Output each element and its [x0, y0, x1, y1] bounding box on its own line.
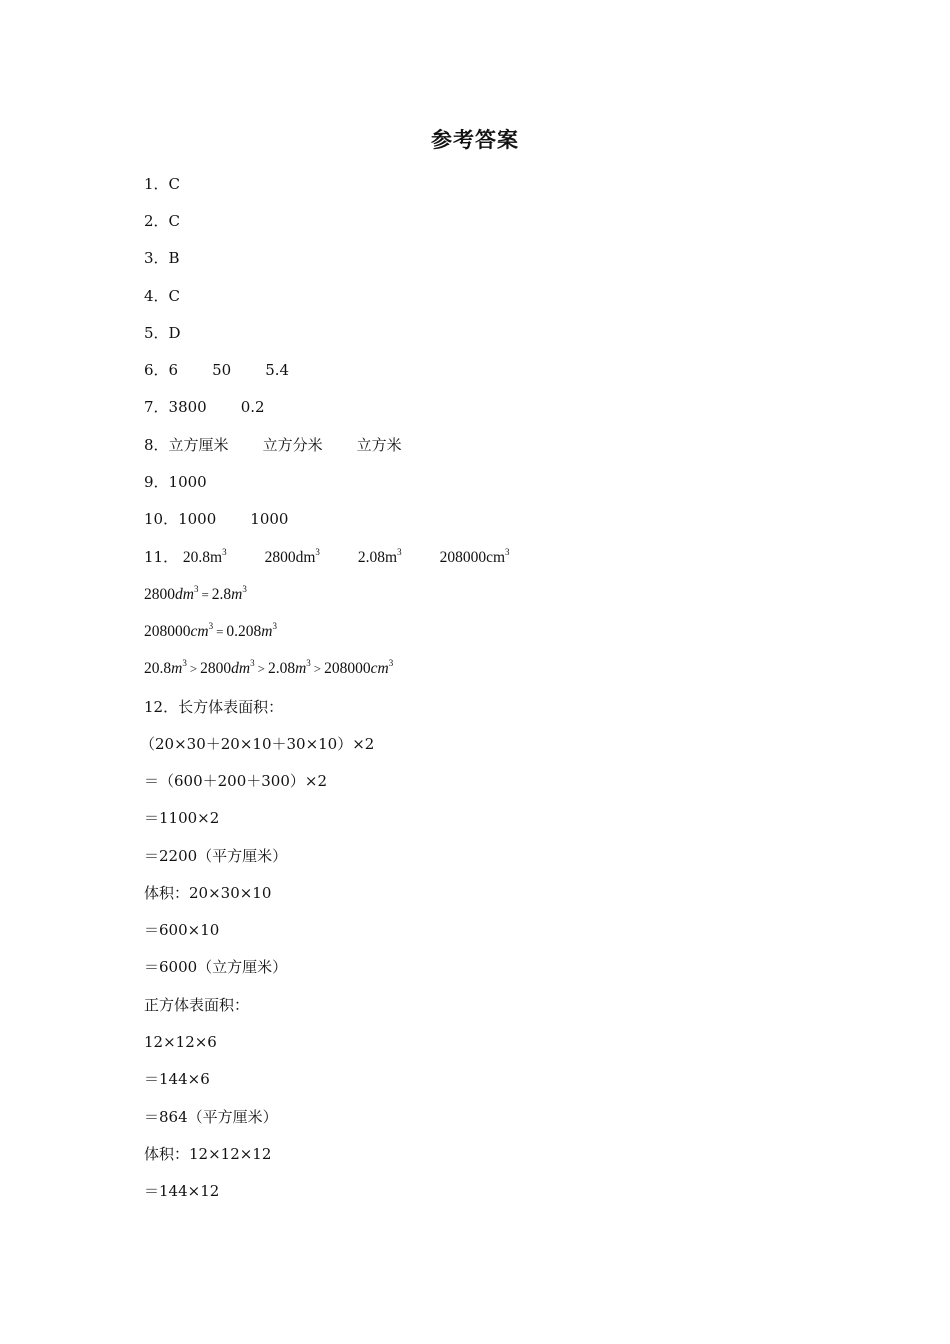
answer-12-line: ＝144×12	[144, 1182, 220, 1200]
answer-8-number: 8．	[144, 436, 169, 454]
answer-4: 4．C	[144, 287, 181, 305]
answer-2: 2．C	[144, 212, 181, 230]
answer-8-value-1: 立方厘米	[168, 436, 229, 454]
answer-11-value-3: $2.08m^3$	[357, 547, 402, 566]
answer-9: 9．1000	[144, 473, 207, 491]
answer-12-line: 体积：20×30×10	[144, 884, 272, 902]
answer-10-value-1: 1000	[178, 510, 217, 528]
answer-7-number: 7．	[144, 398, 169, 416]
answer-6-number: 6．	[144, 361, 169, 379]
answer-10-number: 10．	[144, 510, 179, 528]
answer-12-line: （20×30＋20×10＋30×10）×2	[140, 735, 375, 753]
answer-7	[144, 397, 265, 417]
answer-12-line: ＝2200（平方厘米）	[144, 847, 288, 865]
answer-8-value-2: 立方分米	[262, 436, 323, 454]
answer-12-line: ＝864（平方厘米）	[144, 1108, 278, 1126]
answer-11-value-1: $20.8m^3$	[182, 547, 227, 566]
answer-12-line: 正方体表面积：	[144, 996, 250, 1014]
answer-12-line: ＝6000（立方厘米）	[144, 958, 288, 976]
answer-12-line: ＝1100×2	[144, 809, 220, 827]
answer-12-line: ＝600×10	[144, 921, 220, 939]
answer-7-value-2: 0.2	[240, 398, 265, 416]
page-title: 参考答案	[431, 128, 519, 152]
answer-12-line: 12×12×6	[144, 1033, 217, 1051]
answer-11-value-2: $2800dm^3$	[264, 547, 320, 566]
answer-11-number: 11．	[144, 548, 179, 566]
answer-3: 3．B	[144, 249, 180, 267]
answer-11	[144, 547, 548, 568]
answer-12-line: 12．长方体表面积：	[144, 698, 284, 716]
answer-12-line: ＝（600＋200＋300）×2	[144, 772, 328, 790]
answer-11-comparison: $20.8m^3 > 2800dm^3 > 2.08m^3 > 208000cm^3$	[144, 658, 394, 677]
answer-6-value-1: 6	[168, 361, 179, 379]
answer-8-value-3: 立方米	[356, 436, 402, 454]
answer-12-line: 体积：12×12×12	[144, 1145, 272, 1163]
answer-7-value-1: 3800	[168, 398, 207, 416]
answer-8	[144, 435, 402, 455]
answer-12-line: ＝144×6	[144, 1070, 210, 1088]
answer-1: 1．C	[144, 175, 181, 193]
answer-10-value-2: 1000	[250, 510, 289, 528]
answer-11-conversion-1: $2800dm^3 = 2.8m^3$	[144, 584, 247, 603]
answer-10	[144, 509, 288, 529]
answer-6-value-3: 5.4	[265, 361, 290, 379]
answer-6-value-2: 50	[212, 361, 232, 379]
answer-6	[144, 360, 289, 380]
answer-5: 5．D	[144, 324, 181, 342]
answer-11-conversion-2: $208000cm^3 = 0.208m^3$	[144, 621, 277, 640]
answer-11-value-4: $208000cm^3$	[439, 547, 510, 566]
